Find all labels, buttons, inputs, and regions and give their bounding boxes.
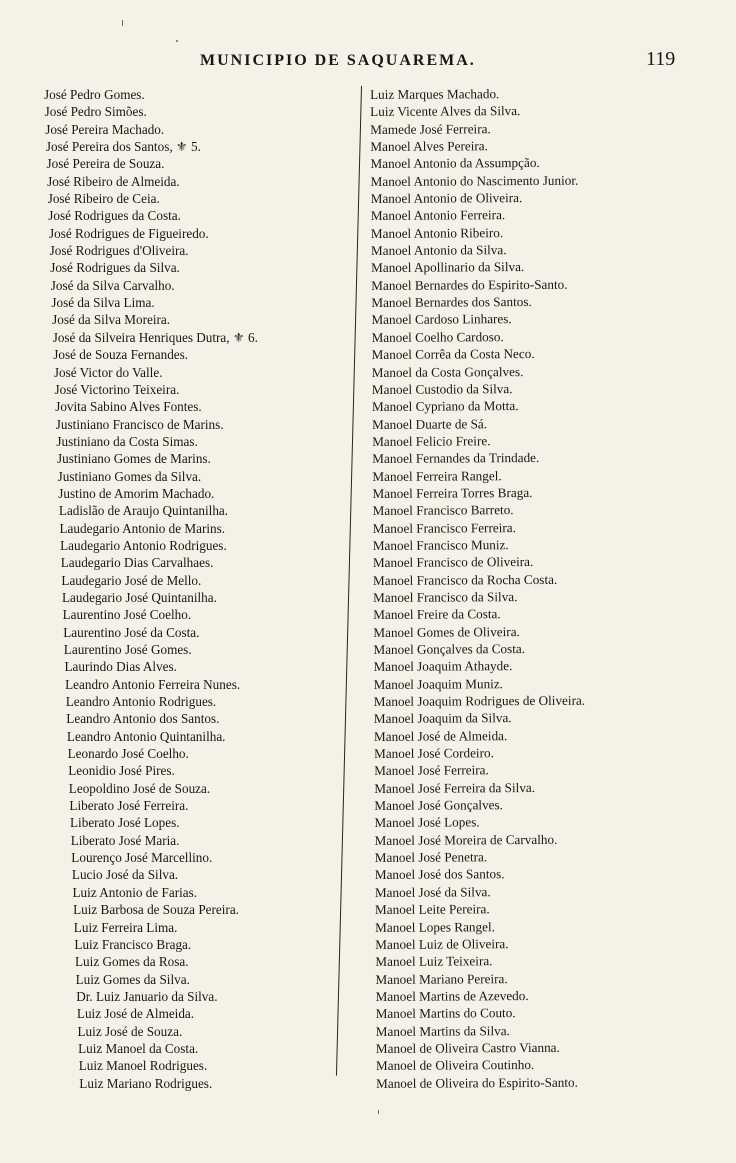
left-column-entry: Laurentino José Coelho. xyxy=(62,607,192,623)
right-column-entry: Manoel Coelho Cardoso. xyxy=(371,328,504,345)
left-column-entry: José de Souza Fernandes. xyxy=(53,347,189,363)
right-column-entry: Manoel Bernardes dos Santos. xyxy=(371,294,532,311)
left-column-entry: Laurentino José da Costa. xyxy=(63,624,200,640)
right-column-entry: Manoel Luiz Teixeira. xyxy=(375,953,493,970)
left-column-entry: Lucio José da Silva. xyxy=(71,867,179,883)
right-column-entry: Manoel Martins do Couto. xyxy=(375,1005,516,1022)
right-column-entry: Manoel Joaquim da Silva. xyxy=(373,710,512,727)
right-column-entry: Manoel Lopes Rangel. xyxy=(375,918,495,935)
right-column-entry: Manoel Cypriano da Motta. xyxy=(371,398,519,415)
left-column-entry: José Pereira dos Santos, ⚜ 5. xyxy=(45,139,201,155)
left-column-entry: Justino de Amorim Machado. xyxy=(58,485,215,501)
left-column-entry: Liberato José Maria. xyxy=(70,832,180,848)
right-column-entry: Manoel Francisco Ferreira. xyxy=(372,519,516,536)
left-column-entry: Laudegario José Quintanilha. xyxy=(62,589,217,605)
right-column-entry: Manoel Francisco de Oliveira. xyxy=(372,554,534,571)
right-column-entry: Manoel Francisco Barreto. xyxy=(372,502,514,519)
right-column-entry: Manoel José Lopes. xyxy=(374,814,480,831)
right-column-entry: Manoel Francisco da Rocha Costa. xyxy=(372,571,558,588)
right-column-entry: Manoel José da Silva. xyxy=(374,884,491,900)
right-column-entry: Manoel Freire da Costa. xyxy=(373,606,501,623)
right-column-entry: Manoel Leite Pereira. xyxy=(374,901,490,918)
right-column-entry: Manoel Antonio da Assumpção. xyxy=(370,155,540,172)
right-column-entry: Manoel Antonio do Nascimento Junior. xyxy=(370,172,579,189)
left-column-entry: José Rodrigues da Silva. xyxy=(50,260,180,276)
left-column-entry: Laurindo Dias Alves. xyxy=(64,659,177,675)
left-column-entry: Liberato José Lopes. xyxy=(70,815,180,831)
right-column-entry: Manoel Bernardes do Espirito-Santo. xyxy=(371,276,568,293)
left-column-entry: José Pedro Gomes. xyxy=(44,87,145,102)
page-header xyxy=(0,48,736,78)
left-column-entry: Luiz Francisco Braga. xyxy=(74,936,192,952)
right-column-entry: Manoel de Oliveira do Espirito-Santo. xyxy=(376,1074,578,1091)
right-column-entry: Mamede José Ferreira. xyxy=(370,120,491,137)
left-column-entry: José da Silva Carvalho. xyxy=(50,277,175,293)
left-column-entry: Luiz José de Souza. xyxy=(77,1023,183,1039)
left-column-entry: Laudegario José de Mello. xyxy=(61,572,202,588)
right-column-entry: Manoel Antonio da Silva. xyxy=(370,242,507,259)
left-column-entry: José Rodrigues d'Oliveira. xyxy=(49,243,189,259)
right-column-entry: Manoel Joaquim Rodrigues de Oliveira. xyxy=(373,692,586,709)
left-column-entry: Jovita Sabino Alves Fontes. xyxy=(55,399,202,415)
left-column-entry: Laudegario Antonio de Marins. xyxy=(59,520,226,536)
left-column-entry: Justiniano Gomes de Marins. xyxy=(57,451,211,467)
right-column-entry: Manoel José Ferreira da Silva. xyxy=(374,779,536,796)
left-column-entry: José da Silva Lima. xyxy=(51,295,155,311)
right-column-entry: Luiz Vicente Alves da Silva. xyxy=(370,103,521,120)
page-title: MUNICIPIO DE SAQUAREMA. xyxy=(200,52,476,69)
right-column-entry: Manoel Gonçalves da Costa. xyxy=(373,641,526,657)
right-column-entry: Manoel Martins da Silva. xyxy=(375,1022,510,1039)
left-column-entry: José Victorino Teixeira. xyxy=(54,381,180,397)
right-column-entry: Manoel Corrêa da Costa Neco. xyxy=(371,346,535,363)
left-column-entry: José Rodrigues de Figueiredo. xyxy=(49,225,209,241)
left-column-entry: Liberato José Ferreira. xyxy=(69,798,189,814)
left-column-entry: José da Silveira Henriques Dutra, ⚜ 6. xyxy=(52,329,258,345)
right-column-entry: Manoel Gomes de Oliveira. xyxy=(373,623,520,640)
left-column-entry: Luiz Manoel Rodrigues. xyxy=(78,1058,208,1074)
left-column-entry: Leandro Antonio Ferreira Nunes. xyxy=(65,676,241,692)
right-column-entry: Manoel José Cordeiro. xyxy=(374,745,494,762)
right-column-entry: Manoel José Gonçalves. xyxy=(374,797,503,814)
right-column-entry: Manoel Ferreira Rangel. xyxy=(372,467,502,484)
left-column-entry: Luiz José de Almeida. xyxy=(76,1006,195,1022)
left-column-entry: Luiz Gomes da Rosa. xyxy=(75,954,189,970)
right-column-entry: Manoel Custodio da Silva. xyxy=(371,380,513,397)
right-column-entry: Manoel José Penetra. xyxy=(374,849,488,866)
print-speck xyxy=(176,40,178,42)
right-column-entry: Manoel Joaquim Muniz. xyxy=(373,675,503,692)
left-column-entry: Dr. Luiz Januario da Silva. xyxy=(76,988,218,1004)
right-column-entry: Manoel Antonio de Oliveira. xyxy=(370,190,523,207)
left-column-entry: Leopoldino José de Souza. xyxy=(68,780,211,796)
left-column-entry: Lourenço José Marcellino. xyxy=(71,850,213,866)
left-column-entry: Leandro Antonio Rodrigues. xyxy=(65,694,217,710)
left-column-entry: Justiniano Gomes da Silva. xyxy=(57,468,202,484)
left-column-entry: José Pedro Simões. xyxy=(44,104,147,120)
right-column-entry: Manoel Ferreira Torres Braga. xyxy=(372,484,533,501)
left-column-entry: Luiz Antonio de Farias. xyxy=(72,884,198,900)
print-speck xyxy=(122,20,123,26)
right-column-entry: Manoel Mariano Pereira. xyxy=(375,970,508,987)
left-column-entry: Leonidio José Pires. xyxy=(68,763,175,779)
right-column-entry: Manoel Fernandes da Trindade. xyxy=(372,450,540,467)
right-column-entry: Manoel Martins de Azevedo. xyxy=(375,987,529,1004)
right-column-entry: Manoel da Costa Gonçalves. xyxy=(371,363,524,380)
left-column-entry: Justiniano da Costa Simas. xyxy=(56,433,198,449)
right-column-entry: Manoel de Oliveira Coutinho. xyxy=(375,1057,535,1074)
left-column-entry: Luiz Barbosa de Souza Pereira. xyxy=(73,902,239,918)
left-column-entry: Luiz Gomes da Silva. xyxy=(75,971,190,987)
right-column-entry: Manoel José Ferreira. xyxy=(374,762,489,779)
left-column-entry: Justiniano Francisco de Marins. xyxy=(55,416,224,432)
right-column-entry: Manoel Duarte de Sá. xyxy=(372,415,488,432)
left-column-entry: Leonardo José Coelho. xyxy=(67,746,189,762)
left-column-entry: Leandro Antonio dos Santos. xyxy=(66,711,220,727)
right-column-entry: Manoel Antonio Ferreira. xyxy=(370,207,506,224)
print-speck xyxy=(378,1110,379,1114)
left-column-entry: José Ribeiro de Ceia. xyxy=(47,191,160,207)
left-column-entry: Luiz Mariano Rodrigues. xyxy=(79,1075,213,1091)
left-column-entry: José da Silva Moreira. xyxy=(52,312,171,328)
right-column-entry: Manoel José dos Santos. xyxy=(374,866,505,883)
right-column-entry: Luiz Marques Machado. xyxy=(370,86,500,102)
left-column-entry: Leandro Antonio Quintanilha. xyxy=(66,728,226,744)
left-column-entry: José Rodrigues da Costa. xyxy=(48,208,181,224)
right-name-column xyxy=(366,84,702,1092)
right-column-entry: Manoel Francisco da Silva. xyxy=(373,589,518,605)
right-column-entry: Manoel Francisco Muniz. xyxy=(372,537,509,553)
left-column-entry: Laurentino José Gomes. xyxy=(63,642,192,657)
right-column-entry: Manoel Apollinario da Silva. xyxy=(371,259,525,276)
right-column-entry: Manoel Joaquim Athayde. xyxy=(373,658,513,675)
right-column-entry: Manoel de Oliveira Castro Vianna. xyxy=(375,1039,560,1056)
right-column-entry: Manoel Luiz de Oliveira. xyxy=(375,935,509,952)
left-column-entry: Luiz Ferreira Lima. xyxy=(73,919,178,935)
page-number: 119 xyxy=(646,48,676,70)
right-column-entry: Manoel Cardoso Linhares. xyxy=(371,311,512,328)
right-column-entry: Manoel José de Almeida. xyxy=(373,727,508,744)
right-column-entry: Manoel Antonio Ribeiro. xyxy=(370,224,504,241)
right-column-entry: Manoel Alves Pereira. xyxy=(370,138,488,155)
left-column-entry: Ladislão de Araujo Quintanilha. xyxy=(58,503,229,519)
right-column-entry: Manoel José Moreira de Carvalho. xyxy=(374,831,558,848)
right-column-entry: Manoel Felicio Freire. xyxy=(372,433,491,449)
left-column-entry: José Pereira Machado. xyxy=(45,121,165,137)
left-column-entry: Laudegario Dias Carvalhaes. xyxy=(60,555,214,571)
left-column-entry: José Pereira de Souza. xyxy=(46,156,165,172)
left-column-entry: Laudegario Antonio Rodrigues. xyxy=(60,537,227,553)
left-name-column xyxy=(44,86,344,1092)
left-column-entry: José Ribeiro de Almeida. xyxy=(47,173,180,189)
left-column-entry: Luiz Manoel da Costa. xyxy=(78,1040,199,1056)
left-column-entry: José Victor do Valle. xyxy=(53,364,163,380)
